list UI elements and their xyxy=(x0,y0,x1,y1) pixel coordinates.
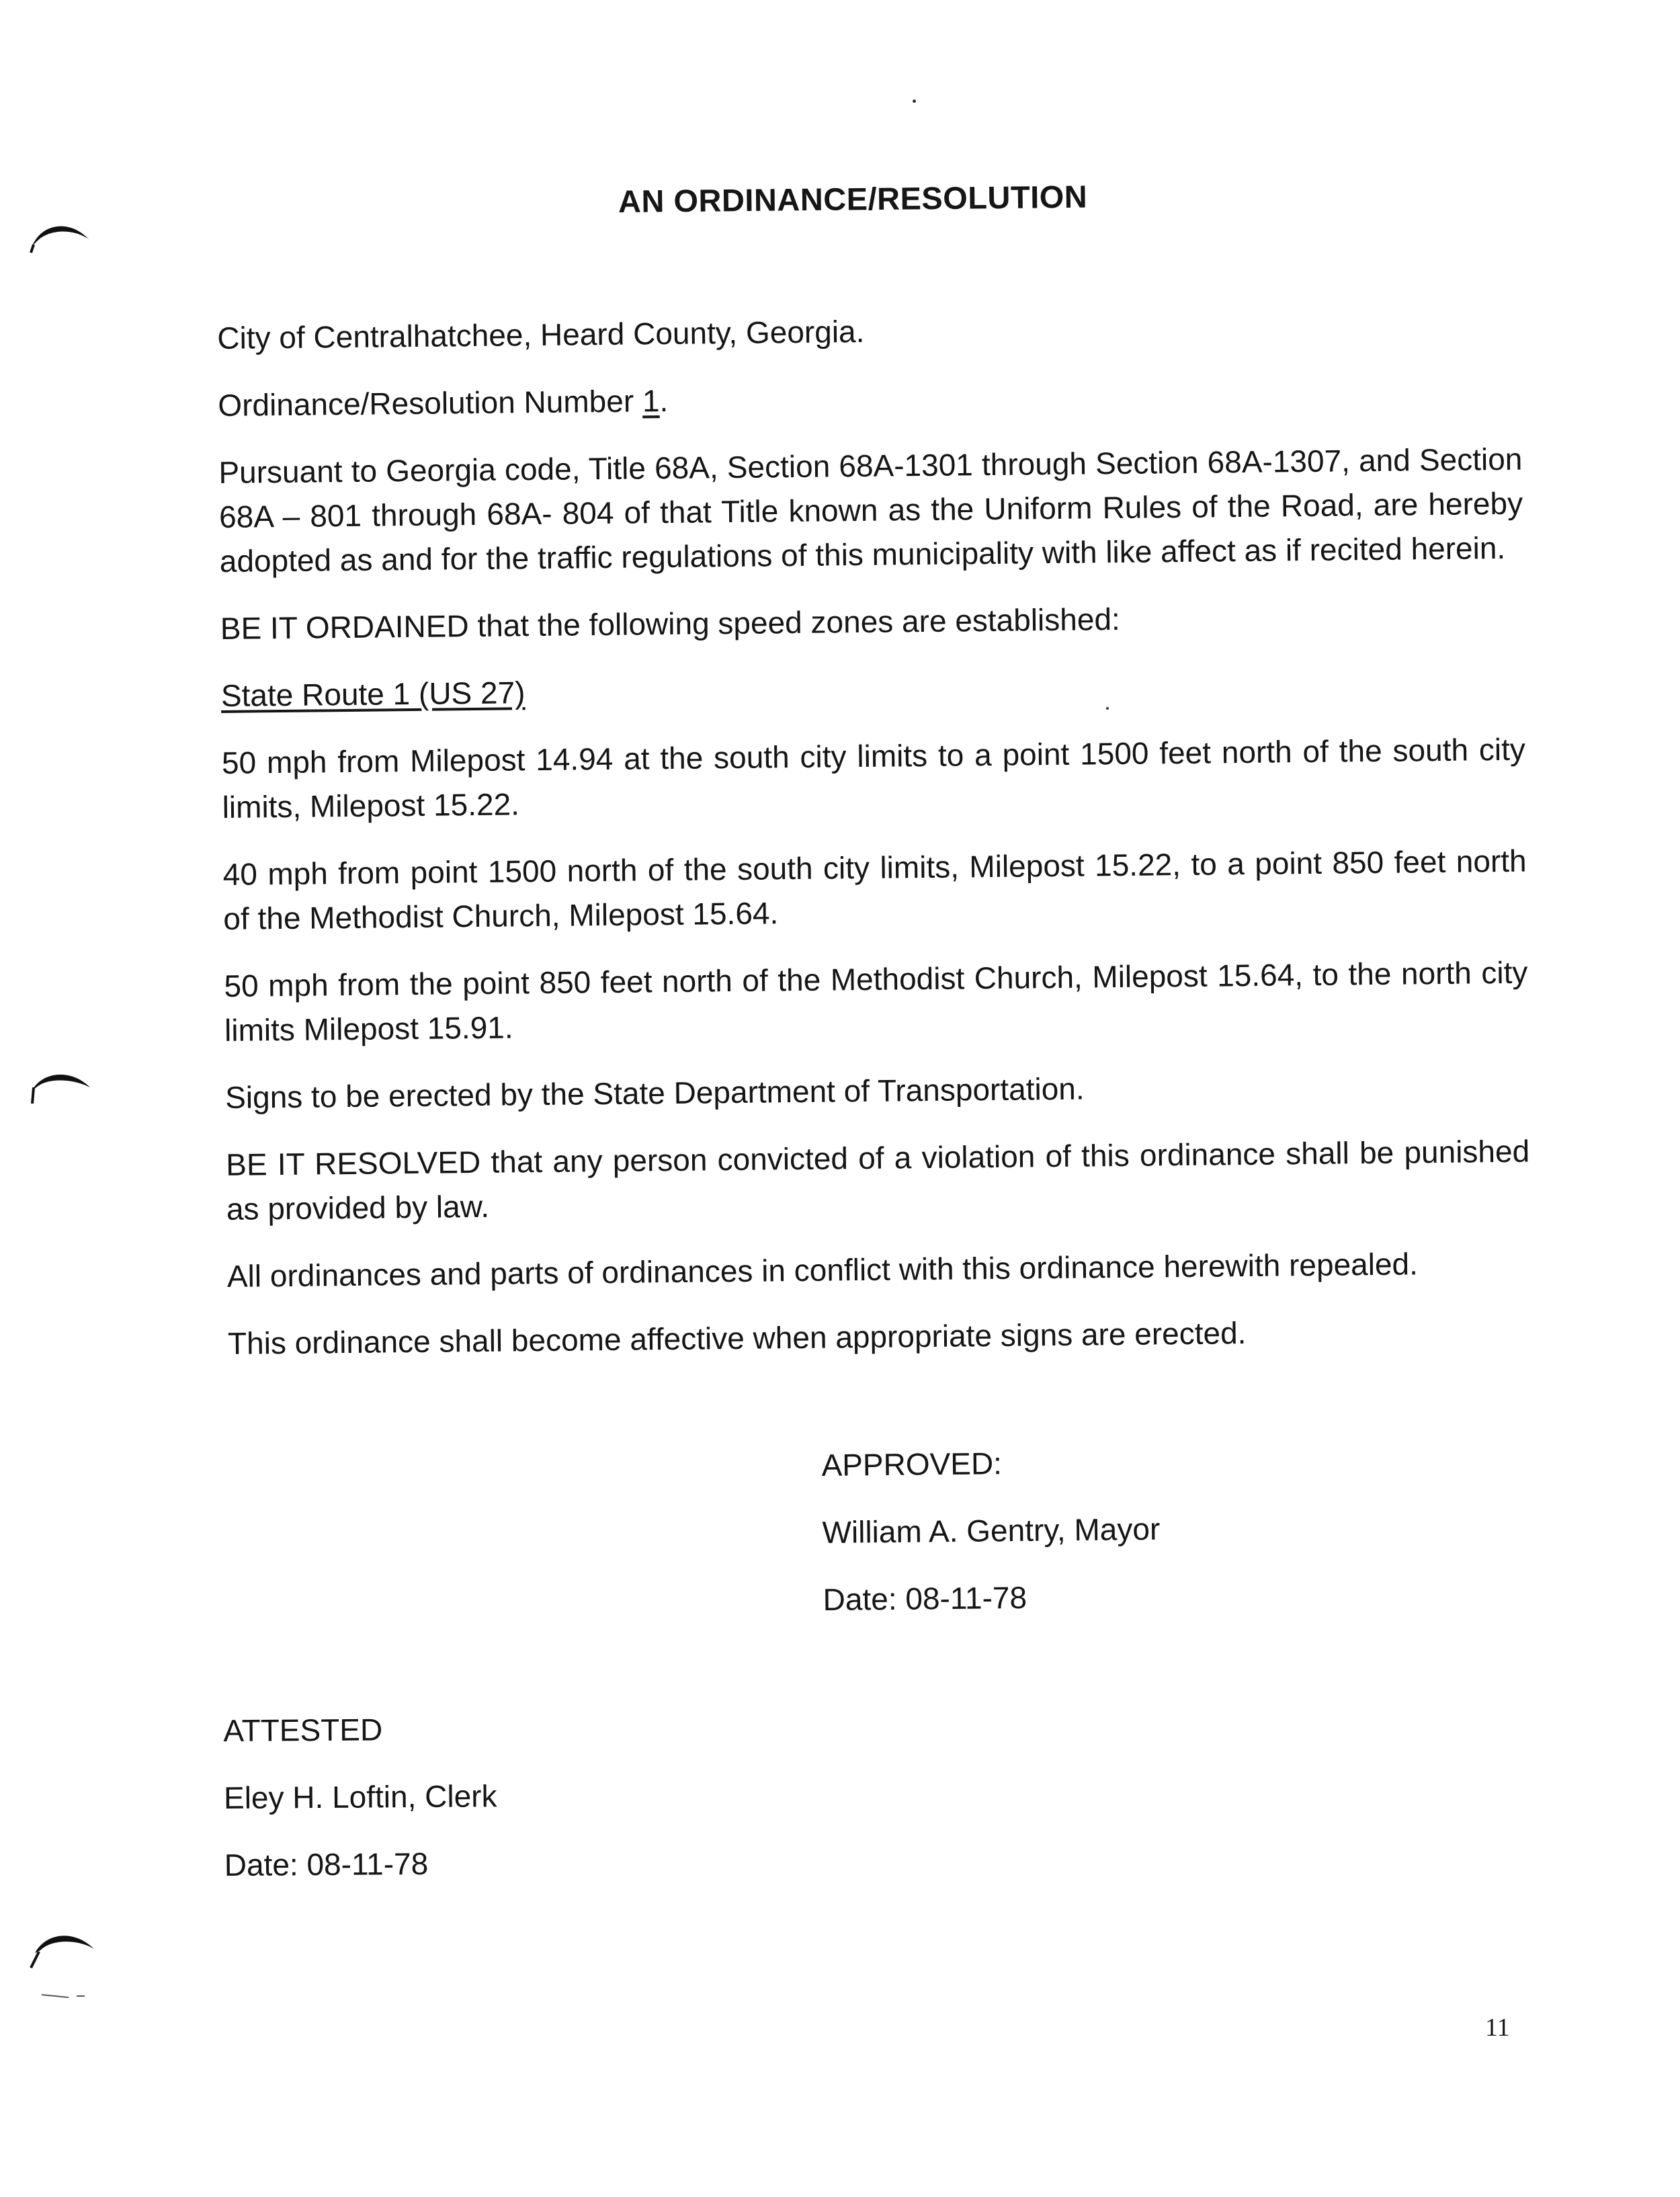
punch-hole-mark-top xyxy=(28,214,95,254)
effective-paragraph: This ordinance shall become affective when appropriate signs are erected. xyxy=(227,1315,1247,1361)
signs-paragraph: Signs to be erected by the State Department of Transportation. xyxy=(224,1071,1085,1115)
ordinance-number-prefix: Ordinance/Resolution Number xyxy=(218,383,643,423)
attestation-date: Date: 08-11-78 xyxy=(224,1846,429,1882)
ordinance-number-suffix: . xyxy=(659,382,669,419)
attestation-block xyxy=(223,1695,498,1899)
speed-zone-3: 50 mph from the point 850 feet north of the Methodist Church, Milepost 15.64, to the north city limits Milepost 15.91. xyxy=(224,954,1528,1048)
punch-hole-mark-bottom xyxy=(28,1921,102,2008)
punch-hole-mark-middle xyxy=(28,1063,95,1110)
city-line: City of Centralhatchee, Heard County, Georgia. xyxy=(217,313,865,356)
pursuant-paragraph: Pursuant to Georgia code, Title 68A, Section 68A-1301 through Section 68A-1307, and Section 68A – 801 through 68A- 804 of that Title known as the Uniform Rules of the Road, are hereby adopted as and for the traffic regulations of this municipality with like affect as if recited herein. xyxy=(218,441,1523,579)
resolved-paragraph: BE IT RESOLVED that any person convicted of a violation of this ordinance shall be punished as provided by law. xyxy=(225,1133,1530,1227)
ordained-paragraph: BE IT ORDAINED that the following speed zones are established: xyxy=(220,601,1121,646)
document-title: AN ORDINANCE/RESOLUTION xyxy=(618,178,1088,219)
ordinance-number xyxy=(218,370,1522,427)
mayor-name: William A. Gentry, Mayor xyxy=(822,1511,1161,1550)
repealed-paragraph: All ordinances and parts of ordinances in conflict with this ordinance herewith repealed. xyxy=(226,1246,1419,1294)
ordinance-body xyxy=(217,302,1532,1388)
page-number: 11 xyxy=(1485,2014,1510,2042)
ordinance-number-value: 1 xyxy=(642,383,660,419)
speed-zone-1: 50 mph from Milepost 14.94 at the south city limits to a point 1500 feet north of the south city limits, Milepost 15.22. xyxy=(221,731,1526,825)
clerk-name: Eley H. Loftin, Clerk xyxy=(223,1778,497,1815)
scan-speck xyxy=(913,99,916,103)
approval-block xyxy=(821,1428,1161,1633)
approval-date: Date: 08-11-78 xyxy=(823,1579,1027,1617)
attested-label: ATTESTED xyxy=(223,1712,383,1748)
route-heading: State Route 1 (US 27) xyxy=(220,675,526,713)
approved-label: APPROVED: xyxy=(821,1446,1003,1483)
speed-zone-2: 40 mph from point 1500 north of the south city limits, Milepost 15.22, to a point 850 feet north of the Methodist Church, Milepost 15.64. xyxy=(222,843,1527,936)
